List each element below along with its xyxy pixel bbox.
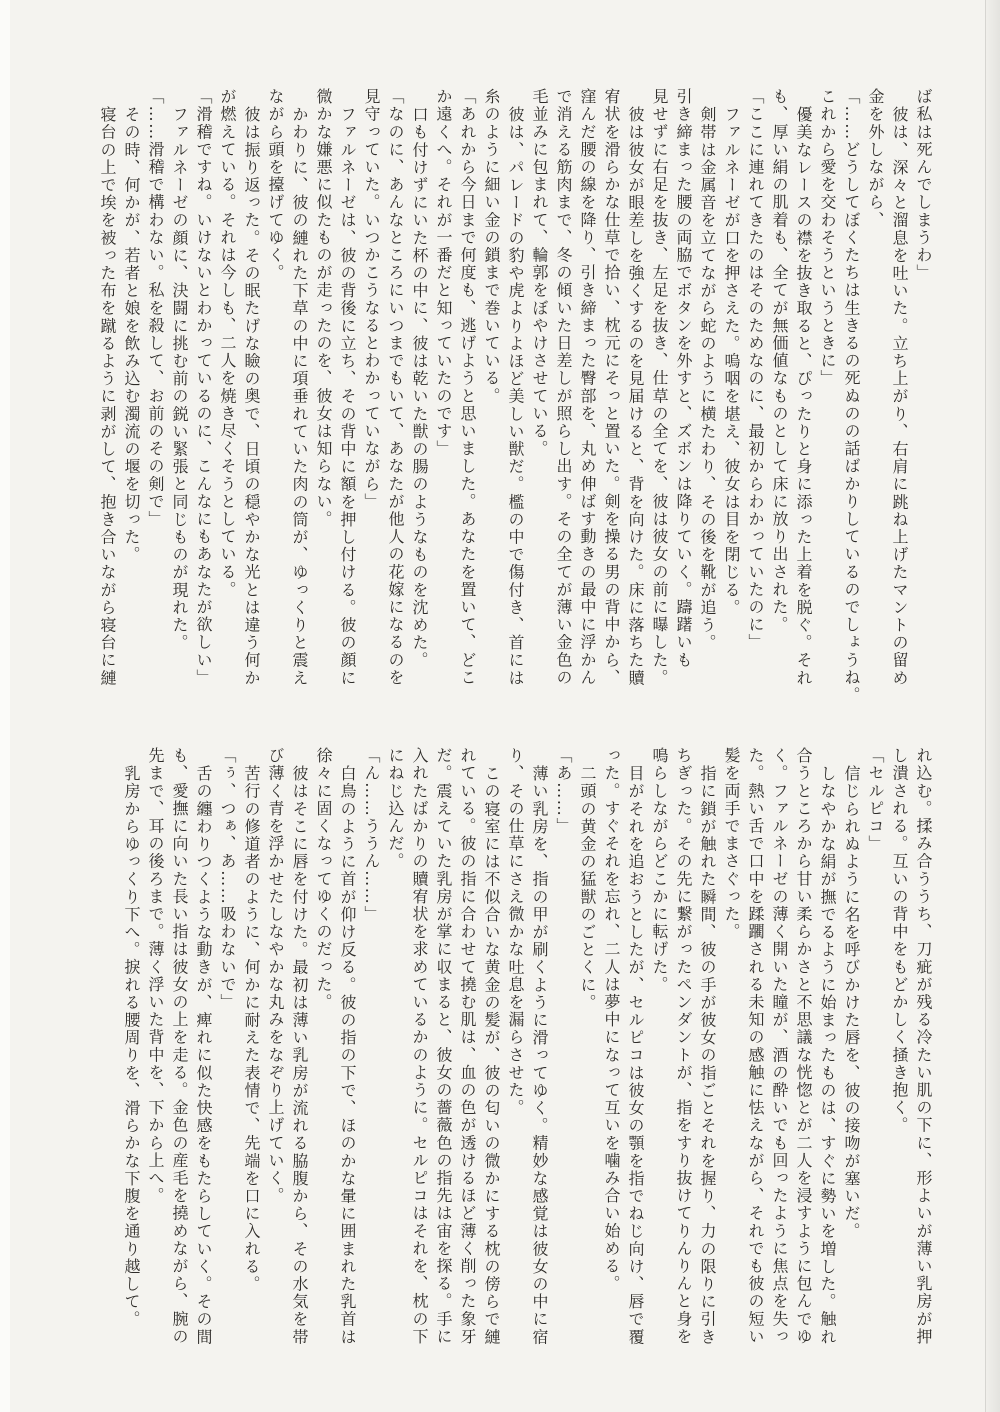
vertical-text-line: く。ファルネーゼの薄く開いた瞳が、酒の酔いでも回ったように焦点を失っ bbox=[770, 747, 789, 1346]
vertical-text-line: び薄く青を浮かせたしなやかな丸みをなぞり上げていく。 bbox=[266, 747, 285, 1205]
vertical-text-line: 彼は、深々と溜息を吐いた。立ち上がり、右肩に跳ね上げたマントの留め bbox=[890, 105, 909, 687]
vertical-text-line: にねじ込んだ。 bbox=[386, 747, 405, 871]
vertical-text-line: か遠くへ。それが一番だと知っていたのです」 bbox=[434, 88, 453, 458]
vertical-text-line: も、愛撫に向いた長い指は彼女の上を走る。金色の産毛を撓めながら、腕の bbox=[170, 747, 189, 1346]
vertical-text-line: 糸のように細い金の鎖まで巻いている。 bbox=[482, 88, 501, 405]
vertical-text-block-bottom bbox=[119, 747, 935, 1383]
vertical-text-line: 寝台の上で埃を被った布を蹴るように剥がして、抱き合いながら寝台に縺 bbox=[98, 105, 117, 687]
vertical-text-line: ちぎった。その先に繋がったペンダントが、指をすり抜けてりんりんと身を bbox=[674, 747, 693, 1346]
vertical-text-line: 苦行の修道者のように、何かに耐えた表情で、先端を口に入れる。 bbox=[242, 764, 261, 1293]
vertical-text-line: 目がそれを追おうとしたが、セルピコは彼女の顎を指でねじ向け、唇で覆 bbox=[626, 764, 645, 1346]
vertical-text-line: で消える筋肉まで、冬の傾いた日差しが照らし出す。その全てが薄い金色の bbox=[554, 88, 573, 687]
vertical-text-line: 彼は、パレードの豹や虎よりよほど美しい獣だ。檻の中で傷付き、首には bbox=[506, 105, 525, 687]
vertical-text-line: しなやかな絹が撫でるように始まったものは、すぐに勢いを増した。触れ bbox=[818, 764, 837, 1346]
vertical-text-line: ファルネーゼの顔に、決闘に挑む前の鋭い緊張と同じものが現れた。 bbox=[170, 105, 189, 652]
vertical-text-line: ファルネーゼは、彼の背後に立ち、その背中に額を押し付ける。彼の顔に bbox=[338, 105, 357, 687]
page-right-scan-edge bbox=[985, 0, 1000, 1412]
vertical-text-line: 二頭の黄金の猛獣のごとくに。 bbox=[578, 764, 597, 1011]
vertical-text-line: れ込む。揉み合ううち、刀疵が残る冷たい肌の下に、形よいが薄い乳房が押 bbox=[914, 747, 933, 1346]
vertical-text-line: 剣帯は金属音を立てながら蛇のように横たわり、その後を靴が追う。 bbox=[698, 105, 717, 652]
vertical-text-line: 口も付けずにいた杯の中に、彼は乾いた獣の腸のようなものを沈めた。 bbox=[410, 105, 429, 669]
vertical-text-line: 合うところから甘い柔らかさと不思議な恍惚とが二人を浸すように包んでゆ bbox=[794, 747, 813, 1346]
vertical-text-line: この寝室には不似合いな黄金の髪が、彼の匂いの微かにする枕の傍らで縺 bbox=[482, 764, 501, 1346]
vertical-text-line: 彼は彼女が眼差しを強くするのを見届けると、背を向けた。床に落ちた贖 bbox=[626, 105, 645, 687]
vertical-text-line: 舌の纏わりつくような動きが、痺れに似た快感をもたらしていく。その間 bbox=[194, 764, 213, 1346]
vertical-text-line: 「ここに連れてきたのはそのためなのに、最初からわかっていたのに」 bbox=[746, 88, 765, 652]
vertical-text-line: も、厚い絹の肌着も、全てが無価値なものとして床に放り出された。 bbox=[770, 88, 789, 634]
vertical-text-line: 白鳥のように首が仰け反る。彼の指の下で、ほのかな暈に囲まれた乳首は bbox=[338, 764, 357, 1346]
vertical-text-line: が燃えている。それは今しも、二人を焼き尽くそうとしている。 bbox=[218, 88, 237, 599]
vertical-text-line: し潰される。互いの背中をもどかしく掻き抱く。 bbox=[890, 747, 909, 1135]
vertical-text-line: これから愛を交わそうというときに」 bbox=[818, 88, 837, 388]
vertical-text-line: かわりに、彼の縺れた下草の中に項垂れていた肉の筒が、ゆっくりと震え bbox=[290, 105, 309, 687]
vertical-text-line: 「あ……」 bbox=[554, 747, 573, 835]
vertical-text-line: 優美なレースの襟を抜き取ると、ぴったりと身に添った上着を脱ぐ。それ bbox=[794, 105, 813, 687]
vertical-text-line: ば私は死んでしまうわ」 bbox=[914, 88, 933, 282]
vertical-text-line: た。熱い舌で口中を蹂躙される未知の感触に怯えながら、それでも彼の短い bbox=[746, 747, 765, 1346]
vertical-text-line: 「セルピコ」 bbox=[866, 747, 885, 853]
vertical-text-line: 彼はそこに唇を付けた。最初は薄い乳房が流れる脇腹から、その水気を帯 bbox=[290, 764, 309, 1346]
vertical-text-line: 宥状を滑らかな仕草で拾い、枕元にそっと置いた。剣を操る男の背中から、 bbox=[602, 88, 621, 687]
vertical-text-line: 入れたばかりの贖宥状を求めているかのように。セルピコはそれを、枕の下 bbox=[410, 747, 429, 1346]
vertical-text-line: 乳房からゆっくり下へ。捩れる腰周りを、滑らかな下腹を通り越して。 bbox=[122, 764, 141, 1328]
page-left-scan-margin bbox=[0, 0, 10, 1412]
vertical-text-line: 金を外しながら、 bbox=[866, 88, 885, 229]
vertical-text-line: 「……滑稽で構わない。私を殺して、お前のその剣で」 bbox=[146, 88, 165, 528]
vertical-text-line: ながら頭を擡げてゆく。 bbox=[266, 88, 285, 282]
vertical-text-line: ファルネーゼが口を押さえた。嗚咽を堪え、彼女は目を閉じる。 bbox=[722, 105, 741, 616]
vertical-text-line: 「あれから今日まで何度も、逃げようと思いました。あなたを置いて、どこ bbox=[458, 88, 477, 687]
vertical-text-line: その時、何かが、若者と娘を飲み込む濁流の堰を切った。 bbox=[122, 105, 141, 564]
vertical-text-line: った。すぐそれを忘れ、二人は夢中になって互いを噛み合い始める。 bbox=[602, 747, 621, 1293]
vertical-text-line: 徐々に固くなってゆくのだった。 bbox=[314, 747, 333, 1011]
vertical-text-line: 彼は振り返った。その眠たげな瞼の奥で、日頃の穏やかな光とは違う何か bbox=[242, 105, 261, 687]
vertical-text-line: 髪を両手でまさぐった。 bbox=[722, 747, 741, 941]
vertical-text-line: 窪んだ腰の線を降り、引き締まった臀部を、丸め伸ばす動きの最中に浮かん bbox=[578, 88, 597, 687]
vertical-text-line: 「……どうしてぼくたちは生きるの死ぬのの話ばかりしているのでしょうね。 bbox=[842, 88, 861, 704]
vertical-text-line: 薄い乳房を、指の甲が刷くように滑ってゆく。精妙な感覚は彼女の中に宿 bbox=[530, 764, 549, 1346]
vertical-text-block-top bbox=[95, 88, 935, 724]
vertical-text-line: 毛並みに包まれて、輪郭をぼやけさせている。 bbox=[530, 88, 549, 458]
vertical-text-line: 見せずに右足を抜き、左足を抜き、仕草の全てを、彼は彼女の前に曝した。 bbox=[650, 88, 669, 687]
vertical-text-line: 「なのに、あんなところにいつまでもいて、あなたが他人の花嫁になるのを bbox=[386, 88, 405, 687]
vertical-text-line: 信じられぬように名を呼びかけた唇を、彼の接吻が塞いだ。 bbox=[842, 764, 861, 1240]
vertical-text-line: だ。震えていた乳房が掌に収まると、彼女の薔薇色の指先は宙を探る。手に bbox=[434, 747, 453, 1346]
vertical-text-line: 鳴らしながらどこかに転げた。 bbox=[650, 747, 669, 994]
vertical-text-line: 先まで、耳の後ろまで。薄く浮いた背中を、下から上へ。 bbox=[146, 747, 165, 1205]
vertical-text-line: 「ぅ、つぁ、あ……吸わないで」 bbox=[218, 747, 237, 1011]
vertical-text-line: 見守っていた。いつかこうなるとわかっていながら」 bbox=[362, 88, 381, 511]
vertical-text-line: 指に鎖が触れた瞬間、彼の手が彼女の指ごとそれを握り、力の限りに引き bbox=[698, 764, 717, 1346]
vertical-text-line: れている。彼の指に合わせて撓む肌は、血の色が透けるほど薄く削った象牙 bbox=[458, 747, 477, 1346]
vertical-text-line: 「滑稽ですね。いけないとわかっているのに、こんなにもあなたが欲しい」 bbox=[194, 88, 213, 687]
vertical-text-line: 「ん……ううん……」 bbox=[362, 747, 381, 923]
vertical-text-line: 微かな嫌悪に似たものが走ったのを、彼女は知らない。 bbox=[314, 88, 333, 528]
vertical-text-line: 引き締まった腰の両脇でボタンを外すと、ズボンは降りていく。躊躇いも bbox=[674, 88, 693, 669]
vertical-text-line: り、その仕草にさえ微かな吐息を漏らさせた。 bbox=[506, 747, 525, 1117]
